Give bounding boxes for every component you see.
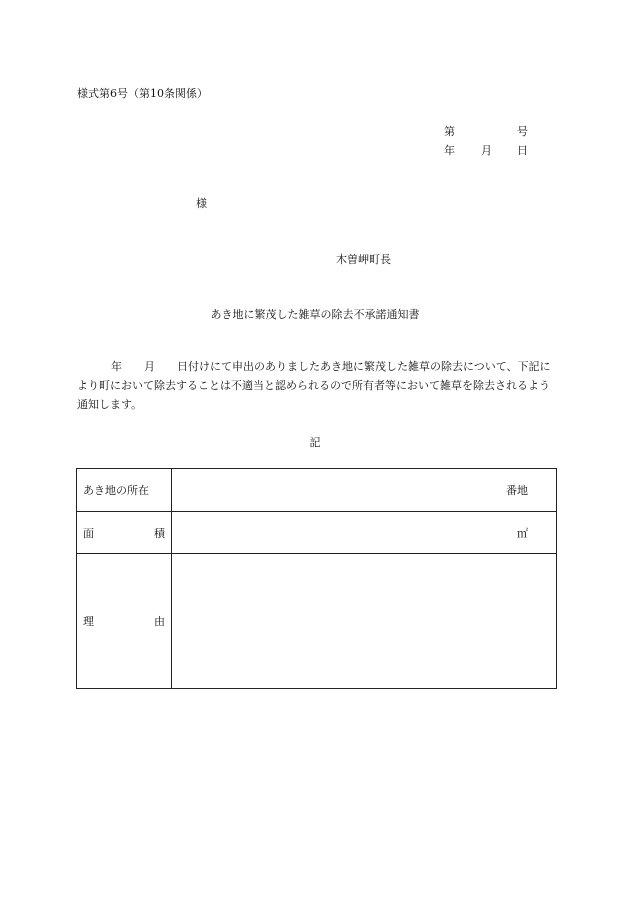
issuer: 木曽岬町長 bbox=[336, 253, 391, 266]
document-title: あき地に繁茂した雑草の除去不承諾通知書 bbox=[210, 308, 420, 321]
addressee-honorific: 様 bbox=[196, 197, 207, 210]
body-month: 月 bbox=[144, 360, 155, 373]
area-label bbox=[77, 512, 172, 554]
issue-date-day: 日 bbox=[517, 144, 528, 157]
reason-label bbox=[77, 554, 172, 689]
detail-table bbox=[76, 468, 557, 689]
table-row-area bbox=[77, 512, 557, 554]
issue-number-suffix: 号 bbox=[517, 125, 528, 138]
table-row-reason bbox=[77, 554, 557, 689]
body-paragraph bbox=[77, 357, 555, 414]
body-text: 日付けにて申出のありましたあき地に繁茂した雑草の除去について、下記により町において除去することは不適当と認められるので所有者等において雑草を除去されるよう通知します。 bbox=[77, 360, 551, 411]
area-label-1: 面 bbox=[83, 526, 94, 540]
location-unit: 番地 bbox=[172, 469, 557, 512]
issue-date-line bbox=[444, 142, 528, 156]
reason-value bbox=[172, 554, 557, 689]
form-number: 様式第6号（第10条関係） bbox=[77, 87, 208, 100]
table-row-location bbox=[77, 469, 557, 512]
reason-label-2: 由 bbox=[154, 615, 165, 628]
issue-date-year: 年 bbox=[444, 144, 455, 157]
ki-heading: 記 bbox=[309, 436, 321, 449]
issue-number-prefix: 第 bbox=[444, 125, 455, 138]
issue-number-line bbox=[444, 123, 528, 137]
body-year: 年 bbox=[111, 360, 122, 373]
location-label: あき地の所在 bbox=[77, 469, 172, 512]
issue-date-month: 月 bbox=[481, 144, 492, 157]
reason-label-1: 理 bbox=[83, 615, 94, 628]
area-label-2: 積 bbox=[154, 526, 165, 540]
area-unit: ㎡ bbox=[172, 512, 557, 554]
